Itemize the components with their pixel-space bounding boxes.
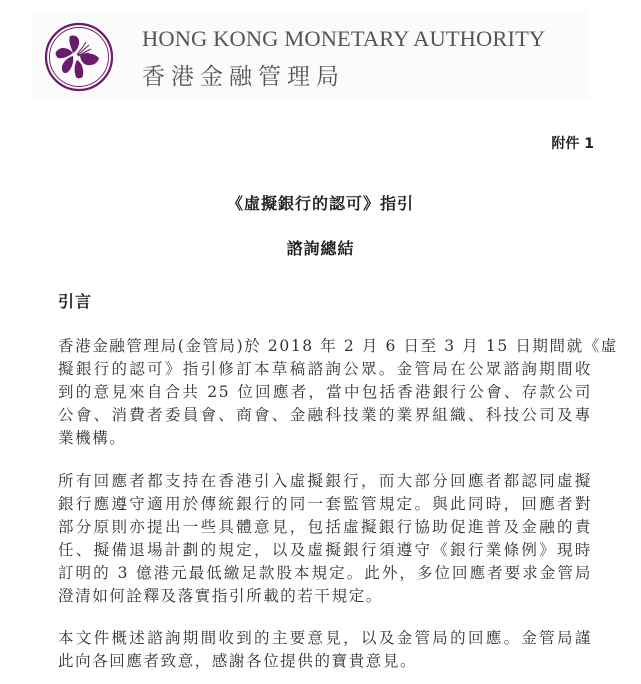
paragraph-line: 銀行應遵守適用於傳統銀行的同一套監管規定。與此同時，回應者對	[58, 495, 592, 513]
annex-label: 附件 1	[551, 136, 594, 152]
paragraph-line: 任、擬備退場計劃的規定，以及虛擬銀行須遵守《銀行業條例》現時	[58, 541, 592, 559]
paragraph-line: 所有回應者都支持在香港引入虛擬銀行，而大部分回應者都認同虛擬	[58, 472, 592, 490]
paragraph-consultation-overview	[58, 335, 618, 450]
paragraph-line: 擬銀行的認可》指引修訂本草稿諮詢公眾。金管局在公眾諮詢期間收	[58, 360, 592, 378]
organization-name-english: HONG KONG MONETARY AUTHORITY	[142, 26, 546, 51]
paragraph-line: 公會、消費者委員會、商會、金融科技業的業界組織、科技公司及專	[58, 406, 592, 424]
section-heading-introduction: 引言	[58, 292, 93, 311]
paragraph-line: 澄清如何詮釋及落實指引所載的若干規定。	[58, 587, 383, 605]
paragraph-line: 本文件概述諮詢期間收到的主要意見，以及金管局的回應。金管局謹	[58, 629, 592, 647]
paragraph-line: 業機構。	[58, 429, 127, 447]
paragraph-line: 訂明的 3 億港元最低繳足款股本規定。此外，多位回應者要求金管局	[58, 564, 592, 582]
paragraph-line: 此向各回應者致意，感謝各位提供的寶貴意見。	[58, 652, 418, 670]
paragraph-acknowledgement	[58, 627, 592, 673]
bauhinia-flower-logo-icon	[44, 22, 114, 92]
organization-name-chinese: 香港金融管理局	[142, 64, 345, 90]
document-title: 《虛擬銀行的認可》指引	[226, 194, 414, 213]
document-subtitle: 諮詢總結	[286, 239, 355, 258]
paragraph-line: 到的意見來自合共 25 位回應者，當中包括香港銀行公會、存款公司	[58, 383, 592, 401]
paragraph-line: 部分原則亦提出一些具體意見，包括虛擬銀行協助促進普及金融的責	[58, 518, 592, 536]
paragraph-respondent-views	[58, 470, 592, 608]
paragraph-line: 香港金融管理局(金管局)於 2018 年 2 月 6 日至 3 月 15 日期間就《虛	[58, 337, 618, 355]
